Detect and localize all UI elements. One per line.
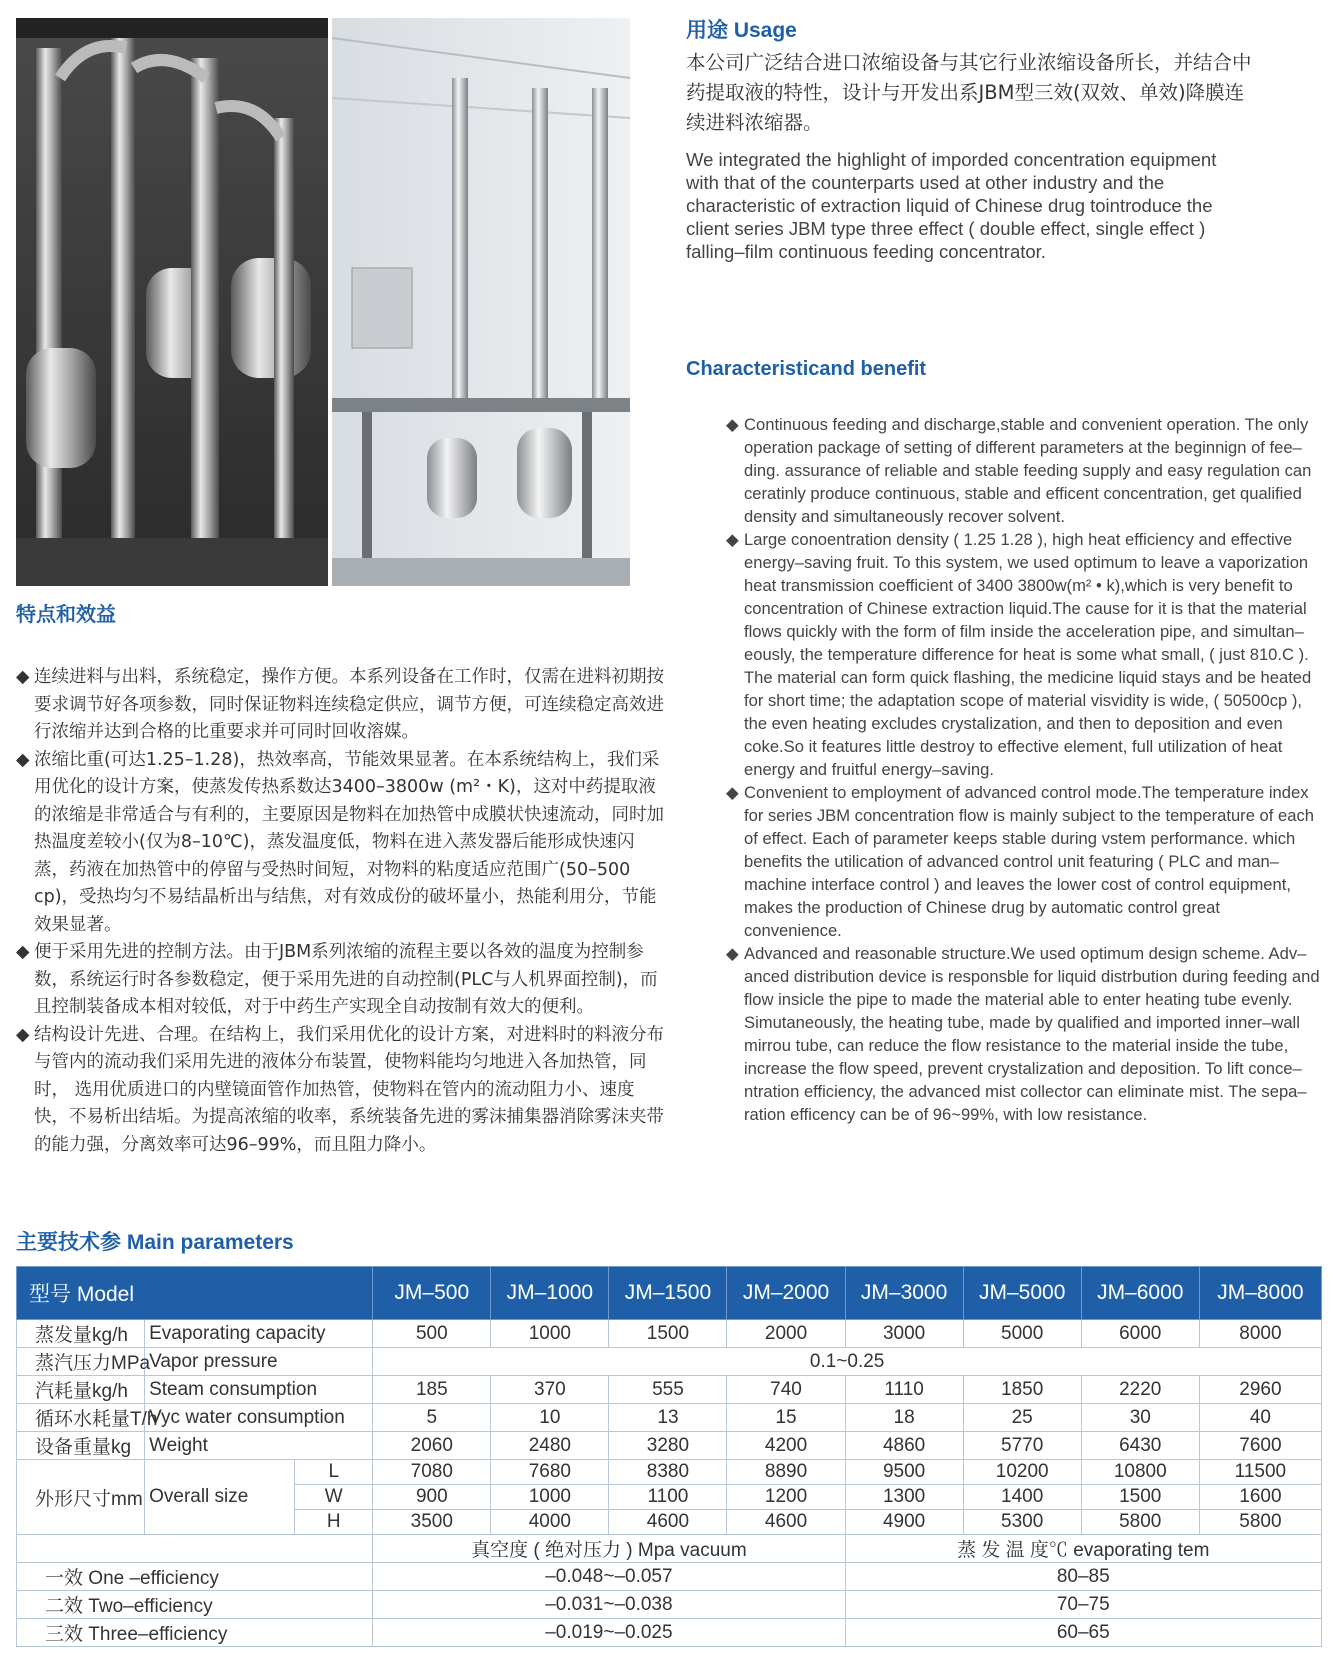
table-cell: 4860 [845,1432,963,1460]
model-label: 型号 Model [17,1267,373,1320]
table-cell: 5800 [1199,1510,1321,1535]
features-cn-item-text: 便于采用先进的控制方法。由于JBM系列浓缩的流程主要以各效的温度为控制参数，系统运行时各参数稳定，便于采用先进的自动控制(PLC与人机界面控制)，而且控制装备成本相对较低，对于中药生产实现全自动按制有效大的便利。 [34,942,658,1017]
parameters-table [16,1266,1322,1647]
table-row [17,1591,1322,1619]
features-cn-item-text: 结构设计先进、合理。在结构上，我们采用优化的设计方案，对进料时的料液分布与管内的流动我们采用先进的液体分布装置，使物料能均匀地进入各加热管，同时， 选用优质进口的内壁镜面管作加热管，使物料在管内的流动阻力小、速度快，不易析出结垢。为提高浓缩的收率，系统装备先进的雾沫捕集器消除雾沫夹带的能力强，分离效率可达96–99%，而且阻力降小。 [34,1024,664,1155]
diamond-bullet-icon: ◆ [16,1024,30,1045]
table-cell: 6000 [1081,1320,1199,1348]
table-cell: 4900 [845,1510,963,1535]
row-label-en: Weight [145,1432,373,1460]
efficiency-en: One –efficiency [88,1568,219,1589]
table-row [17,1563,1322,1591]
table-row [17,1432,1322,1460]
table-cell: 1110 [845,1376,963,1404]
table-cell: 555 [609,1376,727,1404]
table-cell: 70–75 [845,1591,1321,1619]
photo-evaporator-columns [16,18,328,586]
features-cn-item-text: 浓缩比重(可达1.25–1.28)，热效率高，节能效果显著。在本系统结构上，我们采用优化的设计方案，使蒸发传热系数达3400–3800w (m²・K)，这对中药提取液的浓缩是非常适合与有利的，主要原因是物料在加热管中成膜状快速流动，同时加热温度差较小(仅为8–10℃)，蒸发温度低，物料在进入蒸发器后能形成快速闪蒸，药液在加热管中的停留与受热时间短，对物料的粘度适应范围广(50–500 cp)，受热均匀不易结晶析出与结焦，对有效成份的破坏量小，热能利用分，节能效果显著。 [34,749,664,935]
row-label-cn: 循环水耗量T/h [17,1404,145,1432]
table-cell: 8380 [609,1460,727,1485]
features-en-list [726,413,1322,1126]
table-cell: –0.019~–0.025 [373,1619,845,1647]
model-cell: JM–3000 [845,1267,963,1320]
table-cell: 500 [373,1320,491,1348]
table-cell: 1500 [1081,1485,1199,1510]
table-cell: 2000 [727,1320,845,1348]
diamond-bullet-icon: ◆ [16,667,30,687]
row-label-en: Overall size [145,1460,295,1535]
table-cell: 740 [727,1376,845,1404]
table-cell: 40 [1199,1404,1321,1432]
model-cell: JM–6000 [1081,1267,1199,1320]
efficiency-label [17,1563,373,1591]
table-cell: 25 [963,1404,1081,1432]
dimension-label: L [295,1460,373,1485]
table-cell: 10800 [1081,1460,1199,1485]
row-label-en: Steam consumption [145,1376,373,1404]
table-cell: 185 [373,1376,491,1404]
row-label-cn: 外形尺寸mm [17,1460,145,1535]
table-row [17,1376,1322,1404]
efficiency-label [17,1619,373,1647]
model-cell: JM–1500 [609,1267,727,1320]
table-cell: 9500 [845,1460,963,1485]
table-cell: 370 [491,1376,609,1404]
model-cell: JM–5000 [963,1267,1081,1320]
temperature-header: 蒸 发 温 度℃ evaporating tem [845,1535,1321,1563]
table-cell: –0.031~–0.038 [373,1591,845,1619]
table-cell: 1000 [491,1320,609,1348]
table-cell: 2960 [1199,1376,1321,1404]
diamond-bullet-icon: ◆ [726,783,739,802]
table-cell: 5300 [963,1510,1081,1535]
model-cell: JM–8000 [1199,1267,1321,1320]
features-cn-heading: 特点和效益 [16,604,116,626]
table-cell: 1600 [1199,1485,1321,1510]
diamond-bullet-icon: ◆ [16,749,30,770]
efficiency-label [17,1591,373,1619]
table-cell: 5800 [1081,1510,1199,1535]
table-cell: 4000 [491,1510,609,1535]
features-cn-list [16,664,666,1159]
features-en-item-text: Convenient to employment of advanced control mode.The temperature index for series JBM concentration flow is mainly subject to the temperature of each of effect. Each of parameter keeps stable during vstem performance. which benefits the utilication of advanced control unit featuring ( PLC and man–machine interface control ) and leaves the lower cost of control equipment, makes the production of Chinese drug by automatic control great convenience. [744,783,1314,940]
table-row [17,1460,1322,1485]
table-cell: –0.048~–0.057 [373,1563,845,1591]
dimension-label: H [295,1510,373,1535]
row-label-en: Vyc water consumption [145,1404,373,1432]
usage-heading: 用途 Usage [686,19,797,42]
table-cell [17,1535,373,1563]
diamond-bullet-icon: ◆ [726,415,739,434]
usage-english-text: We integrated the highlight of imporded concentration equipment with that of the counterparts used at other industry and the characteristic of extraction liquid of Chinese drug tointroduce the client series JBM type three effect ( double effect, single effect ) falling–film continuous feeding concentrator. [686,149,1217,262]
table-cell: 7600 [1199,1432,1321,1460]
table-cell: 5000 [963,1320,1081,1348]
model-cell: JM–2000 [727,1267,845,1320]
table-cell: 1000 [491,1485,609,1510]
table-row [17,1348,1322,1376]
features-en-heading: Characteristicand benefit [686,358,927,380]
table-cell: 7080 [373,1460,491,1485]
dimension-label: W [295,1485,373,1510]
vacuum-header: 真空度 ( 绝对压力 ) Mpa vacuum [373,1535,845,1563]
table-cell: 0.1~0.25 [373,1348,1322,1376]
features-en-item [726,781,1322,942]
table-cell: 3280 [609,1432,727,1460]
diamond-bullet-icon: ◆ [16,942,30,962]
table-cell: 1850 [963,1376,1081,1404]
table-cell: 15 [727,1404,845,1432]
table-cell: 2480 [491,1432,609,1460]
table-cell: 8890 [727,1460,845,1485]
efficiency-en: Two–efficiency [88,1596,213,1617]
model-cell: JM–1000 [491,1267,609,1320]
row-label-en: Vapor pressure [145,1348,373,1376]
row-label-en: Evaporating capacity [145,1320,373,1348]
features-cn-item [16,747,666,940]
row-label-cn: 蒸汽压力MPa [17,1348,145,1376]
table-cell: 30 [1081,1404,1199,1432]
table-cell: 900 [373,1485,491,1510]
table-row [17,1619,1322,1647]
table-cell: 5770 [963,1432,1081,1460]
table-row [17,1320,1322,1348]
table-subheader-row [17,1535,1322,1563]
table-cell: 10200 [963,1460,1081,1485]
row-label-cn: 汽耗量kg/h [17,1376,145,1404]
efficiency-cn: 三效 [45,1624,84,1645]
table-cell: 1100 [609,1485,727,1510]
table-cell: 11500 [1199,1460,1321,1485]
features-en-item [726,413,1322,528]
features-cn-item [16,939,666,1022]
efficiency-en: Three–efficiency [88,1624,228,1645]
table-row [17,1404,1322,1432]
table-cell: 13 [609,1404,727,1432]
table-cell: 60–65 [845,1619,1321,1647]
photo-factory-installation [332,18,630,586]
table-cell: 1500 [609,1320,727,1348]
features-en-item-text: Continuous feeding and discharge,stable and convenient operation. The only operation package of setting of different parameters at the beginnign of fee–ding. assurance of reliable and stable feeding supply and easy regulation can ceratinly produce continuous, stable and efficent concentration, get qualified density and simultaneously recover solvent. [744,415,1312,526]
diamond-bullet-icon: ◆ [726,944,739,963]
features-cn-item [16,1022,666,1160]
diamond-bullet-icon: ◆ [726,530,739,549]
table-cell: 4600 [609,1510,727,1535]
table-cell: 2220 [1081,1376,1199,1404]
table-cell: 10 [491,1404,609,1432]
row-label-cn: 蒸发量kg/h [17,1320,145,1348]
features-en-item-text: Advanced and reasonable structure.We used optimum design scheme. Adv–anced distribution device is responsble for liquid distrbution during feeding and flow insicle the pipe to made the material able to enter heating tube evenly. Simutaneously, the heating tube, made by qualified and imported inner–wall mirrou tube, can reduce the flow resistance to the material inside the tube, increase the flow speed, prevent crystalization and deposition. To lift conce–ntration efficiency, the advanced mist collector can eliminate mist. The sepa–ration efficency can be of 96~99%, with low resistance. [744,944,1320,1124]
table-cell: 2060 [373,1432,491,1460]
parameters-heading: 主要技术参 Main parameters [16,1231,294,1254]
table-cell: 3500 [373,1510,491,1535]
features-en-item-text: Large conoentration density ( 1.25 1.28 ), high heat efficiency and effective energy–saving fruit. To this system, we used optimum to leave a vaporization heat transmission coefficient of 3400 3800w(m² • k),which is very benefit to concentration of Chinese extraction liquid.The cause for it is that the material flows quickly with the form of film inside the acceleration pipe, and simultan–eously, the temperature difference for heat is some what small, ( just 810.C ). The material can form quick flashing, the medicine liquid stays and be heated for short time; the adaptation scope of material visvidity is wide, ( 50500cp ), the even heating excludes crystalization, and then to deposition and even coke.So it features little destroy to effective element, full utilization of heat energy and fruitful energy–saving. [744,530,1312,779]
efficiency-cn: 一效 [45,1568,84,1589]
table-cell: 3000 [845,1320,963,1348]
table-cell: 80–85 [845,1563,1321,1591]
table-cell: 1400 [963,1485,1081,1510]
features-en-item [726,528,1322,781]
table-cell: 1300 [845,1485,963,1510]
table-cell: 4600 [727,1510,845,1535]
table-cell: 7680 [491,1460,609,1485]
features-cn-item-text: 连续进料与出料，系统稳定，操作方便。本系列设备在工作时，仅需在进料初期按要求调节好各项参数，同时保证物料连续稳定供应，调节方便，可连续稳定高效进行浓缩并达到合格的比重要求并可同时回收溶媒。 [34,667,664,742]
table-cell: 8000 [1199,1320,1321,1348]
model-cell: JM–500 [373,1267,491,1320]
features-en-item [726,942,1322,1126]
table-cell: 1200 [727,1485,845,1510]
table-cell: 6430 [1081,1432,1199,1460]
table-cell: 18 [845,1404,963,1432]
table-cell: 5 [373,1404,491,1432]
efficiency-cn: 二效 [45,1596,84,1617]
usage-chinese-text: 本公司广泛结合进口浓缩设备与其它行业浓缩设备所长，并结合中药提取液的特性，设计与开发出系JBM型三效(双效、单效)降膜连续进料浓缩器。 [686,51,1252,134]
table-cell: 4200 [727,1432,845,1460]
features-cn-item [16,664,666,747]
row-label-cn: 设备重量kg [17,1432,145,1460]
table-header-row [17,1267,1322,1320]
